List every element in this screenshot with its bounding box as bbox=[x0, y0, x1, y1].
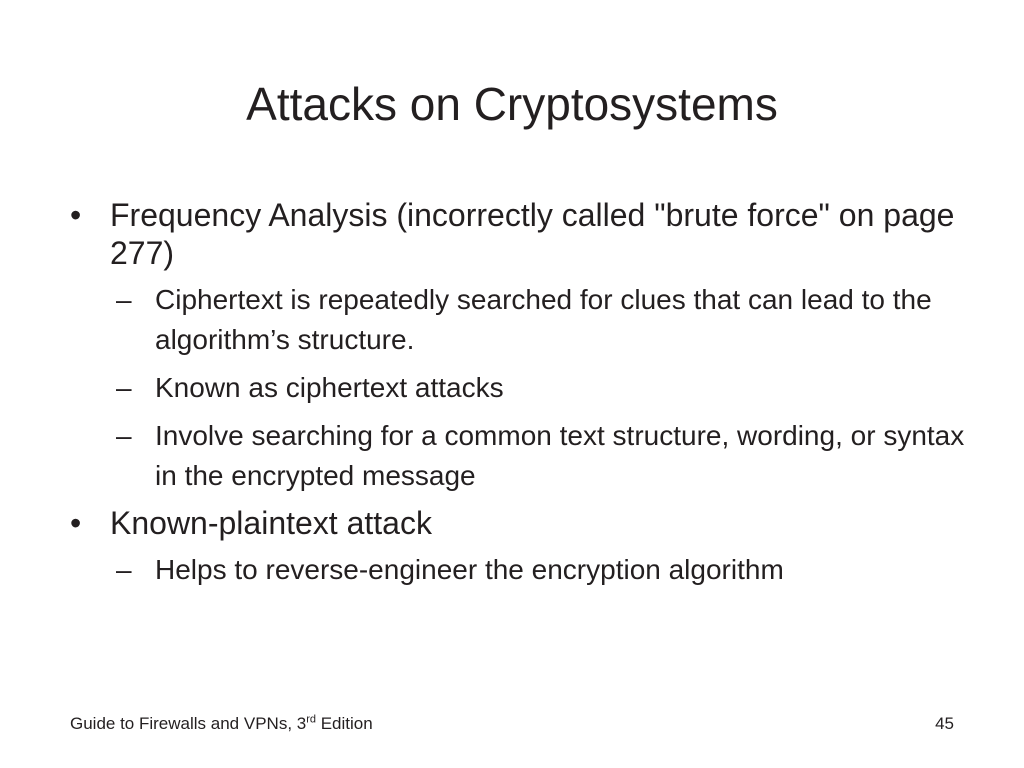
sub-bullet-text: Involve searching for a common text structure, wording, or syntax in the encrypted message bbox=[155, 420, 965, 491]
footer-book-superscript: rd bbox=[306, 713, 316, 726]
sub-bullet-marker: – bbox=[116, 554, 132, 585]
footer-book-title bbox=[70, 714, 373, 734]
sub-list bbox=[110, 280, 970, 496]
sub-bullet-item bbox=[110, 280, 970, 360]
sub-bullet-item bbox=[110, 416, 970, 496]
bullet-item bbox=[70, 504, 970, 542]
sub-list bbox=[110, 550, 970, 590]
slide-page-number: 45 bbox=[935, 714, 954, 733]
sub-bullet-text: Known as ciphertext attacks bbox=[155, 372, 504, 403]
bullet-marker: • bbox=[70, 505, 82, 541]
sub-bullet-text: Helps to reverse-engineer the encryption algorithm bbox=[155, 554, 784, 585]
sub-bullet-marker: – bbox=[116, 372, 132, 403]
footer-book-prefix: Guide to Firewalls and VPNs, 3 bbox=[70, 714, 307, 733]
sub-bullet-marker: – bbox=[116, 420, 132, 451]
bullet-text: Frequency Analysis (incorrectly called "brute force" on page 277) bbox=[110, 197, 955, 271]
footer-book-suffix: Edition bbox=[316, 714, 373, 733]
sub-bullet-item bbox=[110, 368, 970, 408]
slide-title: Attacks on Cryptosystems bbox=[246, 78, 778, 130]
bullet-marker: • bbox=[70, 197, 82, 233]
sub-bullet-item bbox=[110, 550, 970, 590]
bullet-text: Known-plaintext attack bbox=[110, 505, 432, 541]
sub-bullet-text: Ciphertext is repeatedly searched for clues that can lead to the algorithm’s structure. bbox=[155, 284, 932, 355]
slide-content bbox=[70, 196, 970, 598]
bullet-item bbox=[70, 196, 970, 272]
sub-bullet-marker: – bbox=[116, 284, 132, 315]
